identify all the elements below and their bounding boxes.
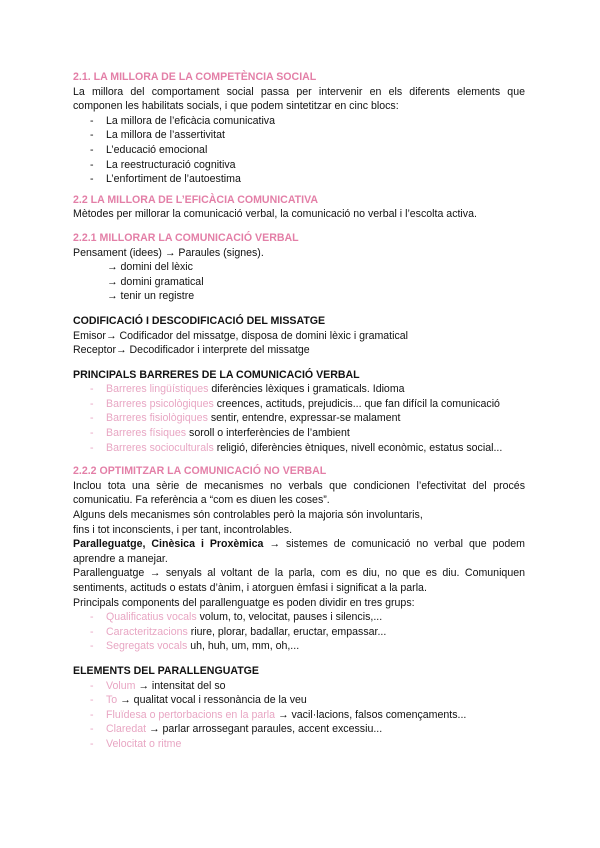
paragraph-2-1-intro: La millora del comportament social passa per intervenir en els diferents elements que componen les habilitats socials, i que podem sintetitzar en cinc blocs: [73, 85, 525, 113]
heading-2-2-1: 2.2.1 MILLORAR LA COMUNICACIÓ VERBAL [73, 231, 299, 244]
list-2-1 [73, 114, 525, 187]
heading-elements: ELEMENTS DEL PARALLENGUATGE [73, 664, 259, 677]
list-item: - La millora de l’eficàcia comunicativa [90, 114, 275, 127]
list-item: - Barreres físiques soroll o interferències de l’ambient [90, 427, 350, 440]
list-item: - La millora de l’assertivitat [90, 129, 225, 142]
list-item: - Barreres socioculturals religió, diferències ètniques, nivell econòmic, estatus social... [90, 441, 503, 454]
paragraph-2-2-2-p3: fins i tot inconscients, i per tant, incontrolables. [73, 523, 293, 536]
list-item: - Barreres fisiològiques sentir, entendre, expressar-se malament [90, 412, 401, 425]
list-item: - Segregats vocals uh, huh, um, mm, oh,... [90, 640, 300, 653]
document-page [73, 70, 525, 752]
paragraph-2-2-2-p5: Parallenguatge → senyals al voltant de la parla, com es diu, no que es diu. Comuniquen sentiments, actituds o estats d’ànim, i atorguen èmfasi i significat a la parla. [73, 567, 525, 594]
list-elements [73, 679, 525, 752]
list-item: - To → qualitat vocal i ressonància de la veu [90, 694, 307, 707]
arrow-line: → domini del lèxic [107, 261, 193, 274]
list-item: - La reestructuració cognitiva [90, 158, 236, 171]
paragraph-emisor: Emisor→ Codificador del missatge, disposa de domini lèxic i gramatical [73, 329, 409, 342]
list-barreres [73, 382, 525, 455]
list-item: - Barreres psicològiques creences, actituds, prejudicis... que fan difícil la comunicació [90, 397, 500, 410]
list-item: - L’enfortiment de l’autoestima [90, 173, 241, 186]
paragraph-2-2-2-p4: Paralleguatge, Cinèsica i Proxèmica → sistemes de comunicació no verbal que podem aprendre a manejar. [73, 538, 525, 565]
arrow-line: → domini gramatical [107, 275, 204, 288]
paragraph-2-2-2-p6: Principals components del parallenguatge es poden dividir en tres grups: [73, 596, 415, 609]
list-item: - Volum → intensitat del so [90, 679, 226, 692]
paragraph-2-2-1: Pensament (idees) → Paraules (signes). [73, 246, 264, 259]
paragraph-2-2-2-p1: Inclou tota una sèrie de mecanismes no verbals que condicionen l’efectivitat del procés comunicatiu. Fa referència a “com es diuen les coses”. [73, 479, 525, 507]
list-item: - Qualificatius vocals volum, to, velocitat, pauses i silencis,... [90, 611, 383, 624]
paragraph-2-2-2-p2: Alguns dels mecanismes són controlables però la majoria són involuntaris, [73, 509, 423, 522]
heading-2-2: 2.2 LA MILLORA DE L’EFICÀCIA COMUNICATIVA [73, 193, 319, 206]
heading-codificacio: CODIFICACIÓ I DESCODIFICACIÓ DEL MISSATGE [73, 314, 326, 327]
paragraph-2-2: Mètodes per millorar la comunicació verbal, la comunicació no verbal i l’escolta activa. [73, 208, 477, 221]
arrow-line: → tenir un registre [107, 290, 195, 303]
list-item: - Velocitat o ritme [90, 737, 182, 750]
list-item: - Barreres lingüístiques diferències lèxiques i gramaticals. Idioma [90, 383, 405, 396]
list-item: - Caracteritzacions riure, plorar, badallar, eructar, empassar... [90, 625, 387, 638]
heading-2-2-2: 2.2.2 OPTIMITZAR LA COMUNICACIÓ NO VERBAL [73, 465, 327, 478]
list-parallenguatge-groups [73, 610, 525, 654]
list-item: - Fluïdesa o pertorbacions en la parla → vacil·lacions, falsos començaments... [90, 708, 467, 721]
heading-barreres: PRINCIPALS BARRERES DE LA COMUNICACIÓ VERBAL [73, 368, 360, 381]
list-item: - Claredat → parlar arrossegant paraules, accent excessiu... [90, 723, 383, 736]
paragraph-receptor: Receptor→ Decodificador i interprete del missatge [73, 344, 310, 357]
heading-2-1: 2.1. LA MILLORA DE LA COMPETÈNCIA SOCIAL [73, 71, 317, 83]
list-item: - L’educació emocional [90, 143, 208, 156]
